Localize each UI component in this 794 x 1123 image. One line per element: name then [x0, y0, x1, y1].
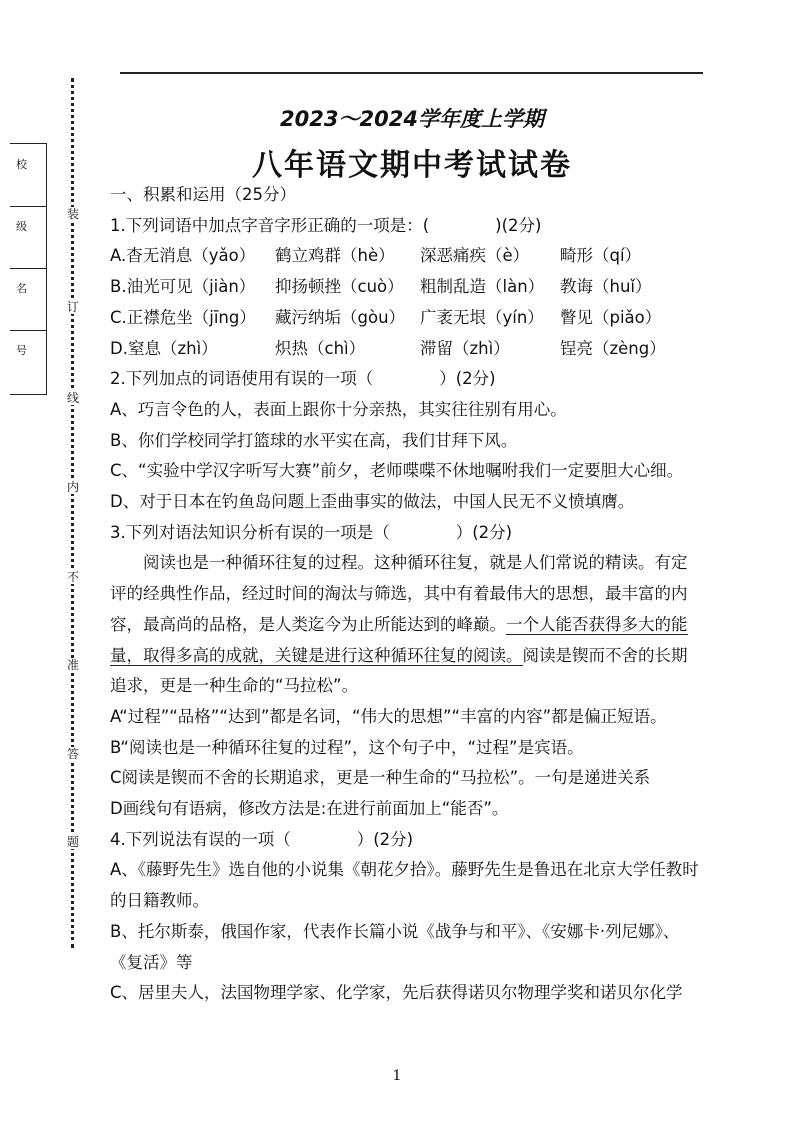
- info-cell-name: 名: [10, 268, 46, 331]
- binding-label: 装: [66, 207, 79, 221]
- binding-label: 准: [66, 658, 79, 672]
- question-3-stem: 3.下列对语法知识分析有误的一项是（ ）(2分): [110, 522, 513, 542]
- question-2-stem: 2.下列加点的词语使用有误的一项（ ）(2分): [110, 369, 496, 389]
- info-cell-class: 级: [10, 206, 46, 269]
- exam-content: [110, 180, 700, 1009]
- question-3-option-d: D画线句有语病，修改方法是:在进行前面加上“能否”。: [110, 799, 509, 819]
- binding-label: 答: [66, 747, 79, 761]
- question-1-stem: 1.下列词语中加点字音字形正确的一项是：( )(2分): [110, 215, 542, 235]
- page-number: 1: [392, 1068, 402, 1084]
- question-4-option-c: C、居里夫人，法国物理学家、化学家，先后获得诺贝尔物理学奖和诺贝尔化学: [110, 983, 683, 1003]
- question-3-option-a: A“过程”“品格”“达到”都是名词，“伟大的思想”“丰富的内容”都是偏正短语。: [110, 706, 667, 726]
- top-rule: [120, 72, 703, 74]
- question-1-option-a: A.杳无消息（yǎo） 鹤立鸡群（hè） 深恶痛疾（è） 畸形（qí）: [110, 246, 642, 266]
- binding-label: 不: [66, 570, 79, 584]
- question-4-option-a: A、《藤野先生》选自他的小说集《朝花夕拾》。藤野先生是鲁迅在北京大学任教时的日籍教师。: [110, 860, 699, 911]
- question-3-passage: [110, 548, 700, 702]
- exam-year: 2023～2024学年度上学期: [280, 107, 544, 131]
- binding-label: 线: [66, 391, 79, 405]
- passage-text: 阅读是锲而不舍的长期追求，更是一种生命的“马拉松”。: [110, 645, 688, 696]
- question-2-option-d: D、对于日本在钓鱼岛问题上歪曲事实的做法，中国人民无不义愤填膺。: [110, 492, 635, 512]
- question-1-option-d: D.窒息（zhì） 炽热（chì） 滞留（zhì） 锃亮（zèng）: [110, 338, 666, 358]
- question-2-option-c: C、“实验中学汉字听写大赛”前夕，老师喋喋不休地嘱咐我们一定要胆大心细。: [110, 461, 684, 481]
- binding-label: 订: [66, 300, 79, 314]
- section-heading: 一、积累和运用（25分）: [110, 185, 296, 204]
- info-cell-school: 校: [10, 144, 46, 207]
- question-4-stem: 4.下列说法有误的一项（ ）(2分): [110, 829, 414, 849]
- question-2-option-b: B、你们学校同学打篮球的水平实在高，我们甘拜下风。: [110, 430, 518, 450]
- question-1-option-c: C.正襟危坐（jīng） 藏污纳垢（gòu） 广袤无垠（yín） 瞥见（piǎo）: [110, 307, 662, 327]
- question-4-option-b: B、托尔斯泰，俄国作家，代表作长篇小说《战争与和平》、《安娜卡·列尼娜》、《复活》等: [110, 921, 680, 972]
- passage-underlined-sentence: 一个人能否获得多大的能量，取得多高的成就，关键是进行这种循环往复的阅读。: [110, 614, 688, 665]
- question-2-option-a: A、巧言令色的人，表面上跟你十分亲热，其实往往别有用心。: [110, 399, 567, 419]
- binding-label: 内: [66, 480, 79, 494]
- exam-title: 八年语文期中考试试卷: [252, 148, 572, 183]
- question-1-option-b: B.油光可见（jiàn） 抑扬顿挫（cuò） 粗制乱造（làn） 教诲（huǐ）: [110, 277, 652, 297]
- passage-text: 阅读也是一种循环往复的过程。这种循环往复，就是人们常说的精读。有定评的经典性作品，经过时间的淘汰与筛选，其中有着最伟大的思想，最丰富的内容，最高尚的品格，是人类迄今为止所能达到的峰巅。: [110, 553, 688, 634]
- info-cell-number: 号: [16, 344, 27, 357]
- question-3-option-b: B“阅读也是一种循环往复的过程”，这个句子中，“过程”是宾语。: [110, 737, 584, 757]
- question-3-option-c: C阅读是锲而不舍的长期追求，更是一种生命的“马拉松”。一句是递进关系: [110, 768, 651, 788]
- binding-label: 题: [66, 835, 79, 849]
